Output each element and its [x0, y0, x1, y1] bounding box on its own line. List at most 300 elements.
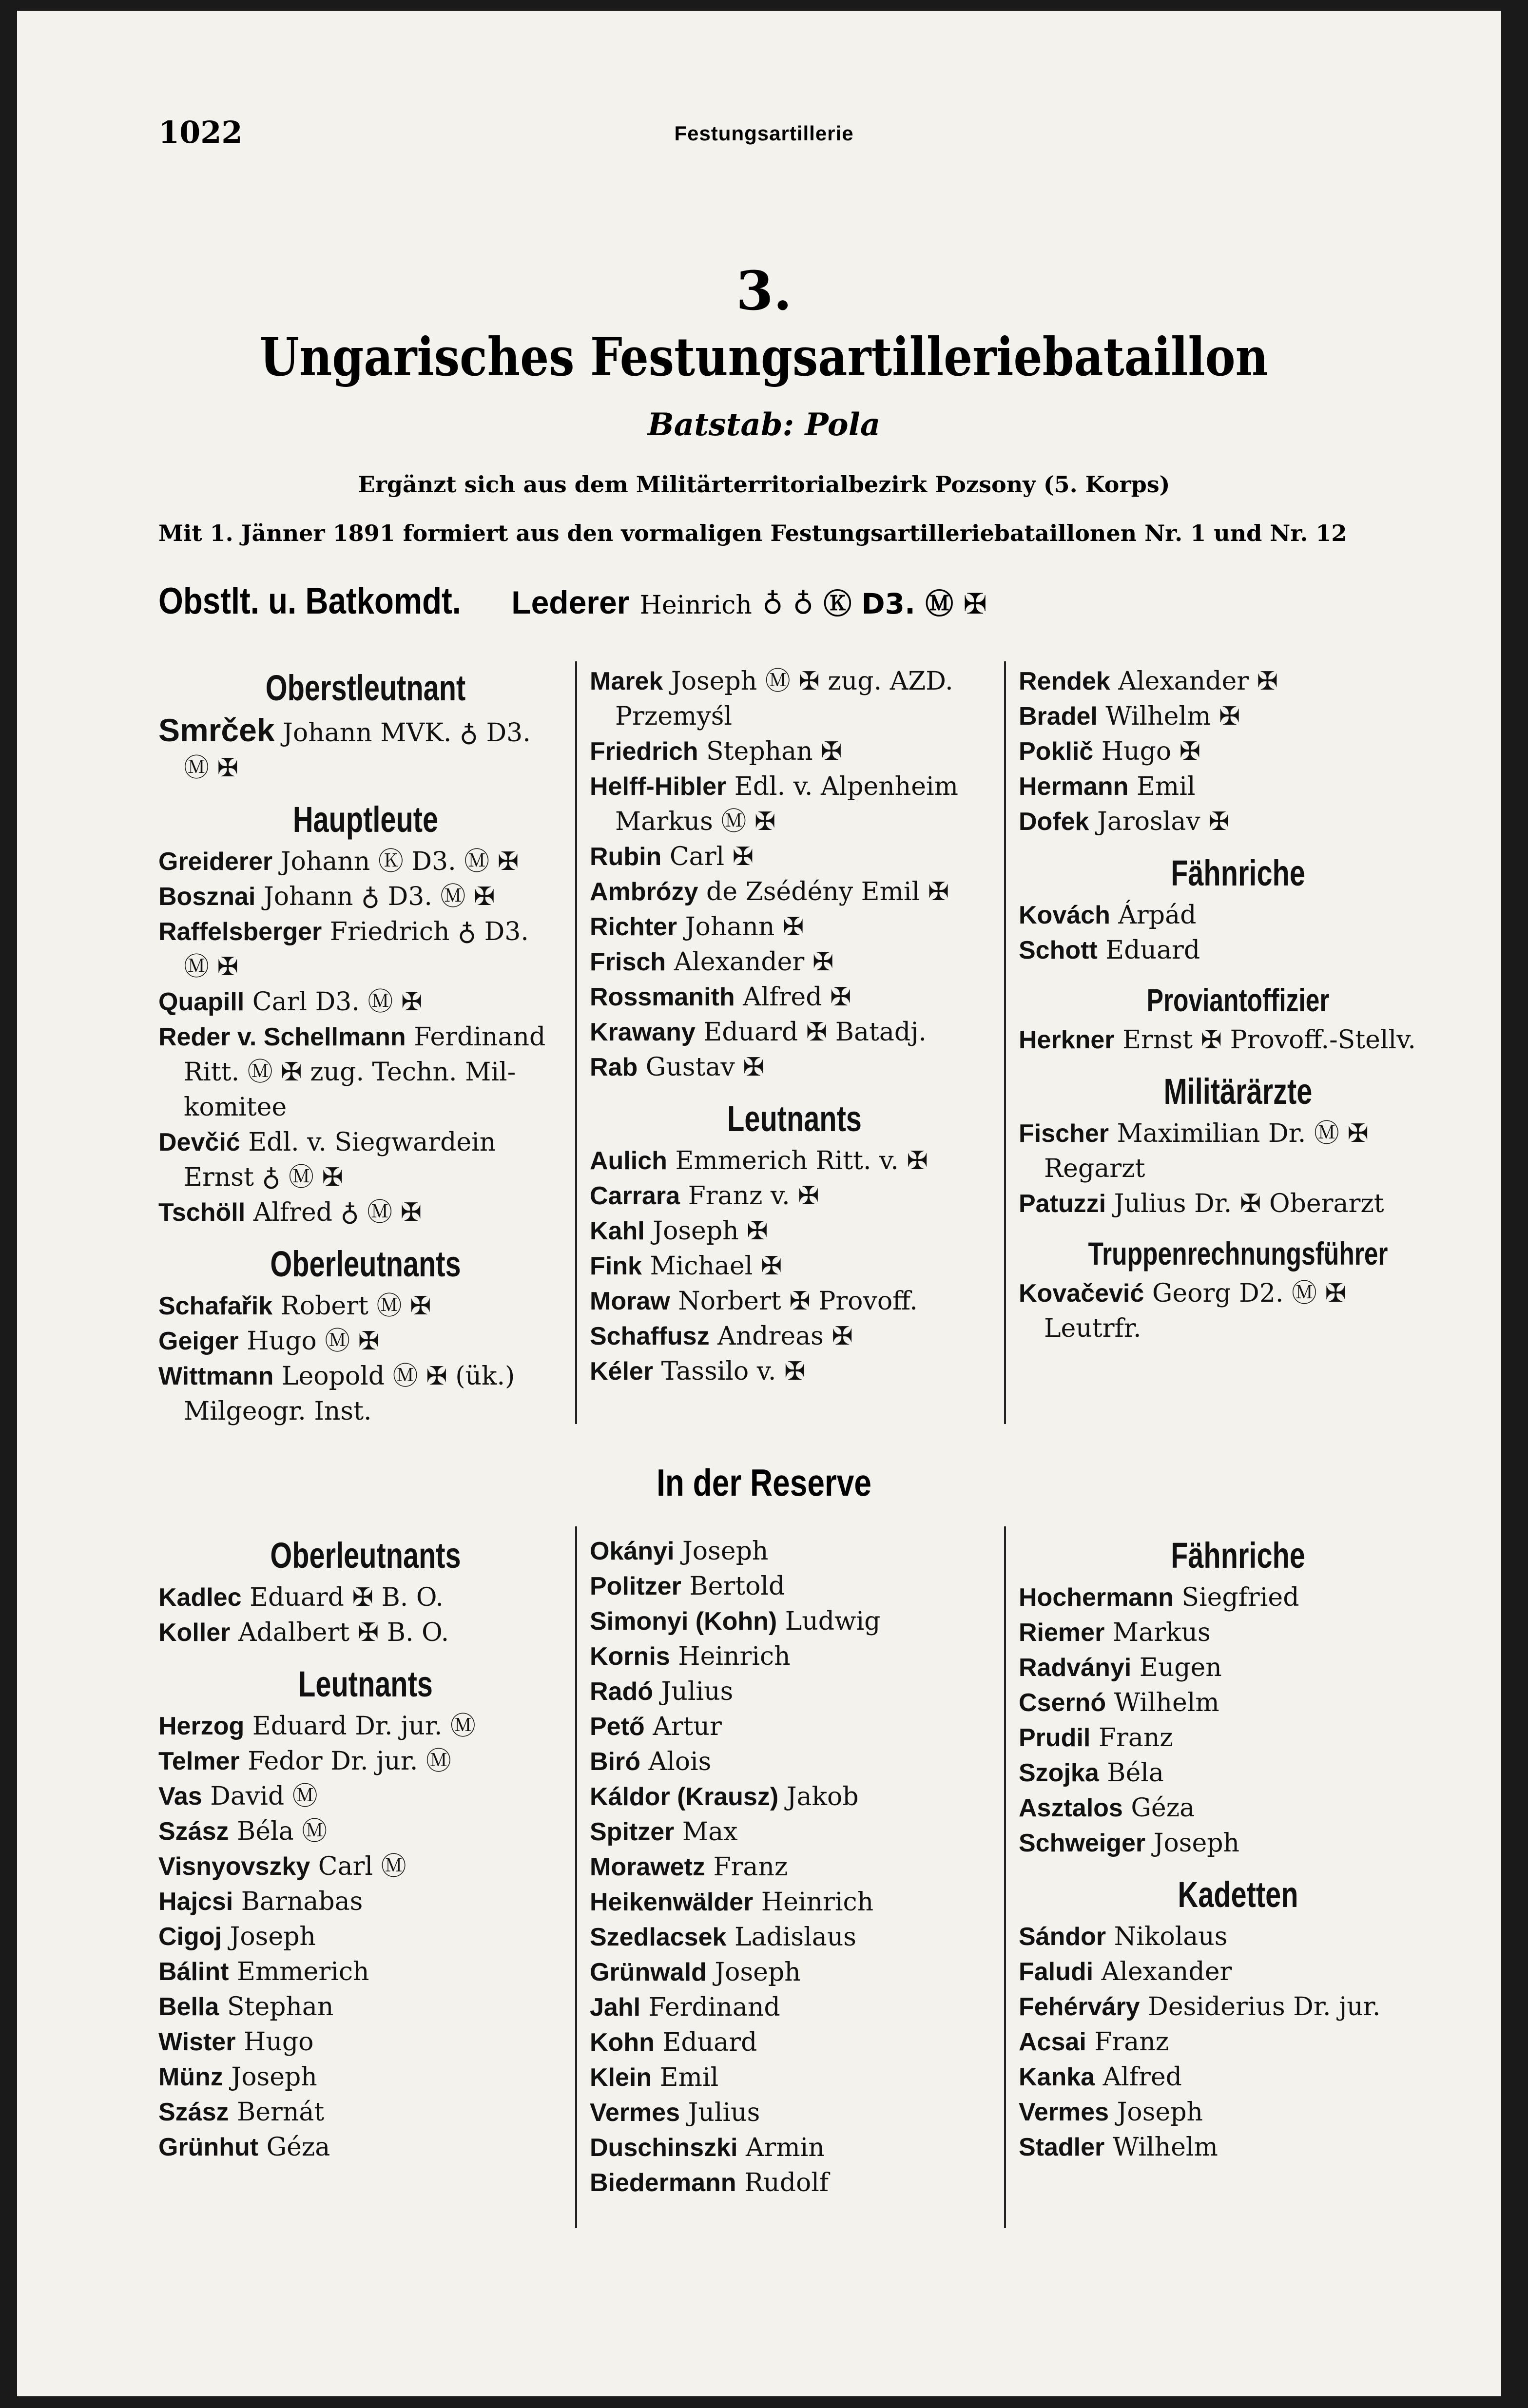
- entry-details: Emil: [1136, 772, 1196, 801]
- commander-given: Heinrich: [639, 591, 752, 620]
- personnel-entry: [1019, 933, 1457, 968]
- entry-details: Ritt. Ⓜ ✠ zug. Techn. Mil-: [184, 1058, 516, 1087]
- column-divider: [575, 661, 577, 1424]
- entry-details: Bertold: [689, 1572, 785, 1601]
- entry-details: Michael ✠: [650, 1252, 782, 1281]
- personnel-entry: [158, 1989, 573, 2024]
- entry-details: Julius: [688, 2098, 760, 2127]
- entry-details: Hugo: [244, 2027, 314, 2057]
- surname: Smrček: [158, 712, 275, 748]
- entry-details: Fedor Dr. jur. Ⓜ: [248, 1747, 451, 1776]
- personnel-entry: [158, 914, 573, 949]
- entry-details: Emmerich: [236, 1957, 369, 1986]
- surname: Richter: [590, 913, 677, 941]
- entry-details: Siegfried: [1181, 1583, 1299, 1612]
- entry-details: Ludwig: [785, 1607, 881, 1636]
- surname: Fink: [590, 1252, 642, 1280]
- entry-details: Géza: [266, 2133, 330, 2162]
- surname: Rossmanith: [590, 983, 735, 1011]
- surname: Duschinszki: [590, 2134, 738, 2162]
- entry-details: Rudolf: [744, 2168, 829, 2197]
- personnel-entry: [590, 1814, 999, 1849]
- entry-details: Emil: [659, 2063, 719, 2092]
- entry-details: Carl Ⓜ: [318, 1852, 406, 1881]
- personnel-entry: [158, 879, 573, 914]
- surname: Krawany: [590, 1018, 696, 1046]
- surname: Wittmann: [158, 1362, 274, 1390]
- personnel-entry: [1019, 1615, 1457, 1650]
- entry-details: Géza: [1131, 1793, 1195, 1823]
- entry-details: Artur: [653, 1712, 722, 1741]
- surname: Patuzzi: [1019, 1190, 1106, 1218]
- entry-details: Joseph: [1153, 1829, 1240, 1858]
- surname: Asztalos: [1019, 1794, 1123, 1822]
- personnel-entry: [158, 2024, 573, 2060]
- personnel-entry: [1019, 664, 1457, 699]
- section-heading: Leutnants: [298, 1664, 433, 1704]
- entry-continuation: [1019, 1151, 1457, 1186]
- surname: Kovačević: [1019, 1279, 1144, 1308]
- entry-continuation: [158, 1090, 573, 1125]
- surname: Pető: [590, 1713, 645, 1741]
- surname: Herzog: [158, 1712, 245, 1740]
- surname: Rendek: [1019, 667, 1110, 695]
- personnel-entry: [1019, 1685, 1457, 1720]
- entry-details: Johann ♁ D3. Ⓜ ✠: [263, 882, 495, 911]
- page-number: 1022: [158, 115, 243, 150]
- personnel-entry: [590, 2025, 999, 2060]
- entry-details: Julius Dr. ✠ Oberarzt: [1114, 1189, 1384, 1218]
- surname: Szász: [158, 1817, 229, 1846]
- surname: Vermes: [590, 2099, 680, 2127]
- personnel-entry: [590, 1534, 999, 1569]
- surname: Biró: [590, 1748, 640, 1776]
- surname: Poklič: [1019, 737, 1094, 766]
- entry-details: Edl. v. Alpenheim: [734, 772, 958, 801]
- entry-details: Ernst ✠ Provoff.-Stellv.: [1122, 1025, 1416, 1055]
- entry-details: Franz: [1094, 2027, 1169, 2057]
- surname: Moraw: [590, 1287, 670, 1315]
- personnel-entry: [590, 1015, 999, 1050]
- personnel-entry: [590, 944, 999, 980]
- section-number: 3.: [736, 259, 792, 322]
- personnel-entry: [590, 1744, 999, 1779]
- surname: Bradel: [1019, 702, 1098, 731]
- surname: Münz: [158, 2063, 223, 2091]
- personnel-entry: [590, 734, 999, 769]
- entry-details: Franz: [713, 1852, 788, 1882]
- entry-continuation: [158, 1394, 573, 1429]
- personnel-entry: [590, 980, 999, 1015]
- personnel-entry: [1019, 1755, 1457, 1791]
- surname: Csernó: [1019, 1689, 1106, 1717]
- page-title: Ungarisches Festungsartilleriebataillon: [259, 327, 1269, 388]
- entry-details: Joseph: [230, 1922, 316, 1951]
- surname: Prudil: [1019, 1724, 1091, 1752]
- personnel-entry: [158, 2060, 573, 2095]
- personnel-entry: [1019, 734, 1457, 769]
- personnel-entry: [158, 2130, 573, 2165]
- surname: Wister: [158, 2028, 236, 2056]
- surname: Telmer: [158, 1747, 240, 1775]
- surname: Heikenwälder: [590, 1888, 754, 1916]
- personnel-entry: [590, 1849, 999, 1885]
- personnel-entry: [590, 1674, 999, 1709]
- commander-line: [158, 580, 987, 622]
- personnel-entry: [1019, 1826, 1457, 1861]
- entry-details: komitee: [184, 1093, 287, 1122]
- entry-details: Wilhelm: [1112, 2133, 1218, 2162]
- surname: Rab: [590, 1053, 638, 1081]
- personnel-entry: [158, 1195, 573, 1230]
- surname: Káldor (Krausz): [590, 1783, 779, 1811]
- entry-details: Przemyśl: [615, 702, 733, 731]
- personnel-entry: [590, 1319, 999, 1354]
- entry-details: Norbert ✠ Provoff.: [678, 1287, 918, 1316]
- entry-details: Franz: [1098, 1723, 1173, 1753]
- personnel-entry: [590, 1885, 999, 1920]
- entry-details: Markus: [1112, 1618, 1211, 1647]
- personnel-entry: [158, 1954, 573, 1989]
- personnel-entry: [590, 1639, 999, 1674]
- entry-details: Jakob: [786, 1782, 859, 1811]
- entry-details: Eduard: [1105, 936, 1200, 965]
- surname: Devčić: [158, 1128, 240, 1156]
- personnel-entry: [590, 2095, 999, 2130]
- surname: Acsai: [1019, 2028, 1086, 2056]
- personnel-entry: [1019, 1580, 1457, 1615]
- entry-details: Eugen: [1139, 1653, 1222, 1682]
- surname: Jahl: [590, 1993, 641, 2022]
- entry-continuation: [590, 699, 999, 734]
- surname: Rubin: [590, 843, 662, 871]
- entry-details: Robert Ⓜ ✠: [280, 1291, 431, 1321]
- surname: Vas: [158, 1782, 202, 1811]
- personnel-entry: [590, 909, 999, 944]
- personnel-entry: [590, 1178, 999, 1214]
- entry-details: Joseph: [682, 1537, 769, 1566]
- surname: Stadler: [1019, 2133, 1105, 2161]
- surname: Marek: [590, 667, 663, 695]
- personnel-entry: [590, 1354, 999, 1389]
- entry-details: Ⓜ ✠: [184, 753, 239, 783]
- active-column-2: [590, 664, 999, 1389]
- entry-details: Ferdinand: [414, 1022, 546, 1052]
- surname: Klein: [590, 2063, 652, 2092]
- surname: Bálint: [158, 1958, 229, 1986]
- personnel-entry: [1019, 1989, 1457, 2024]
- entry-details: Heinrich: [678, 1642, 791, 1671]
- reserve-column-3: [1019, 1522, 1457, 2165]
- personnel-entry: [1019, 1791, 1457, 1826]
- surname: Simonyi (Kohn): [590, 1607, 777, 1636]
- entry-details: Alfred ♁ Ⓜ ✠: [253, 1198, 422, 1227]
- entry-details: Johann Ⓚ D3. Ⓜ ✠: [280, 847, 519, 876]
- entry-details: Carl ✠: [669, 842, 754, 871]
- surname: Radó: [590, 1677, 653, 1706]
- entry-continuation: [590, 804, 999, 839]
- personnel-entry: [590, 839, 999, 874]
- surname: Schafařik: [158, 1292, 273, 1320]
- entry-details: Johann MVK. ♁ D3.: [283, 718, 531, 748]
- surname: Hochermann: [1019, 1583, 1174, 1612]
- entry-details: Leutrfr.: [1044, 1314, 1141, 1343]
- section-heading: Kadetten: [1178, 1874, 1298, 1915]
- entry-details: Franz v. ✠: [688, 1181, 819, 1211]
- personnel-entry: [158, 713, 573, 751]
- surname: Friedrich: [590, 737, 698, 766]
- entry-details: Joseph ✠: [653, 1216, 768, 1246]
- personnel-entry: [590, 1284, 999, 1319]
- entry-details: Desiderius Dr. jur.: [1148, 1992, 1381, 2022]
- personnel-entry: [1019, 699, 1457, 734]
- entry-details: Eduard: [662, 2028, 757, 2057]
- personnel-entry: [158, 1359, 573, 1394]
- entry-details: Alfred: [1102, 2062, 1182, 2092]
- entry-details: Joseph Ⓜ ✠ zug. AZD.: [671, 667, 953, 696]
- entry-details: Stephan: [227, 1992, 334, 2022]
- complement-note: Ergänzt sich aus dem Militärterritorialbezirk Pozsony (5. Korps): [358, 471, 1170, 498]
- entry-details: Max: [682, 1817, 738, 1847]
- personnel-entry: [590, 1050, 999, 1085]
- commander-surname: Lederer: [511, 584, 630, 620]
- personnel-entry: [1019, 2024, 1457, 2060]
- personnel-entry: [158, 1919, 573, 1954]
- surname: Fehérváry: [1019, 1993, 1140, 2021]
- surname: Szász: [158, 2098, 229, 2126]
- entry-details: Árpád: [1118, 901, 1197, 930]
- entry-details: Friedrich ♁ D3.: [329, 917, 529, 946]
- entry-details: Emmerich Ritt. v. ✠: [675, 1146, 928, 1175]
- surname: Faludi: [1019, 1958, 1094, 1986]
- surname: Grünhut: [158, 2133, 259, 2161]
- entry-details: Alexander: [1101, 1957, 1232, 1986]
- column-divider: [1004, 661, 1006, 1424]
- personnel-entry: [590, 664, 999, 699]
- surname: Greiderer: [158, 848, 273, 876]
- surname: Schott: [1019, 936, 1098, 964]
- surname: Biedermann: [590, 2169, 736, 2197]
- surname: Bella: [158, 1993, 219, 2021]
- entry-details: Leopold Ⓜ ✠ (ük.): [281, 1362, 515, 1391]
- personnel-entry: [1019, 804, 1457, 839]
- surname: Kadlec: [158, 1583, 242, 1612]
- column-divider: [575, 1526, 577, 2228]
- entry-details: Andreas ✠: [717, 1322, 853, 1351]
- commander-decorations: ♁ ♁ Ⓚ D3. Ⓜ ✠: [762, 587, 987, 620]
- personnel-entry: [1019, 1954, 1457, 1989]
- section-heading: Leutnants: [727, 1098, 862, 1139]
- personnel-entry: [590, 2165, 999, 2200]
- surname: Kéler: [590, 1357, 654, 1386]
- personnel-entry: [590, 1990, 999, 2025]
- column-divider: [1004, 1526, 1006, 2228]
- surname: Kornis: [590, 1642, 670, 1671]
- personnel-entry: [1019, 2130, 1457, 2165]
- entry-details: Wilhelm ✠: [1105, 702, 1240, 731]
- section-heading: Hauptleute: [292, 799, 439, 840]
- personnel-entry: [1019, 1720, 1457, 1755]
- personnel-entry: [158, 1884, 573, 1919]
- surname: Helff-Hibler: [590, 772, 727, 801]
- surname: Szedlacsek: [590, 1923, 727, 1951]
- personnel-entry: [158, 1580, 573, 1615]
- personnel-entry: [158, 844, 573, 879]
- surname: Okányi: [590, 1537, 675, 1565]
- running-head: Festungsartillerie: [674, 122, 854, 145]
- entry-details: Wilhelm: [1114, 1688, 1219, 1717]
- entry-continuation: [158, 1055, 573, 1090]
- surname: Bosznai: [158, 883, 256, 911]
- personnel-entry: [158, 1324, 573, 1359]
- surname: Hajcsi: [158, 1888, 233, 1916]
- entry-details: Alexander ✠: [674, 947, 834, 977]
- surname: Herkner: [1019, 1026, 1115, 1054]
- personnel-entry: [158, 984, 573, 1020]
- entry-details: Julius: [661, 1677, 734, 1706]
- surname: Frisch: [590, 948, 666, 976]
- entry-details: Johann ✠: [685, 912, 804, 942]
- personnel-entry: [1019, 1022, 1457, 1058]
- staff-location: Batstab: Pola: [647, 406, 881, 443]
- entry-continuation: [158, 949, 573, 984]
- entry-details: Bernát: [237, 2098, 325, 2127]
- surname: Schweiger: [1019, 1829, 1146, 1857]
- entry-details: Georg D2. Ⓜ ✠: [1152, 1279, 1347, 1308]
- entry-details: Alfred ✠: [743, 982, 851, 1012]
- entry-details: Ladislaus: [734, 1923, 856, 1952]
- surname: Schaffusz: [590, 1322, 710, 1350]
- active-column-1: [158, 654, 573, 1429]
- entry-details: Alexander ✠: [1118, 667, 1278, 696]
- surname: Radványi: [1019, 1654, 1132, 1682]
- personnel-entry: [590, 1214, 999, 1249]
- entry-continuation: [158, 751, 573, 786]
- surname: Aulich: [590, 1147, 667, 1175]
- surname: Kovách: [1019, 901, 1110, 929]
- reserve-heading: In der Reserve: [657, 1461, 871, 1504]
- entry-details: Eduard Dr. jur. Ⓜ: [252, 1712, 476, 1741]
- personnel-entry: [590, 1955, 999, 1990]
- entry-details: Barnabas: [241, 1887, 363, 1916]
- surname: Szojka: [1019, 1759, 1099, 1787]
- personnel-entry: [158, 1020, 573, 1055]
- entry-details: Stephan ✠: [706, 737, 842, 766]
- personnel-entry: [158, 1744, 573, 1779]
- personnel-entry: [1019, 1650, 1457, 1685]
- entry-continuation: [1019, 1311, 1457, 1346]
- section-heading: Oberstleutnant: [265, 668, 466, 708]
- entry-details: Milgeogr. Inst.: [184, 1397, 372, 1426]
- personnel-entry: [158, 1779, 573, 1814]
- entry-details: Tassilo v. ✠: [661, 1357, 806, 1386]
- surname: Politzer: [590, 1572, 681, 1600]
- personnel-entry: [590, 2060, 999, 2095]
- reserve-column-1: [158, 1522, 573, 2165]
- entry-details: Joseph: [231, 2062, 317, 2092]
- surname: Visnyovszky: [158, 1852, 310, 1881]
- entry-details: Ⓜ ✠: [184, 952, 239, 982]
- personnel-entry: [590, 2130, 999, 2165]
- surname: Kohn: [590, 2028, 655, 2057]
- personnel-entry: [158, 1289, 573, 1324]
- entry-details: Joseph: [1117, 2098, 1203, 2127]
- surname: Fischer: [1019, 1119, 1109, 1148]
- entry-details: Eduard ✠ B. O.: [250, 1583, 444, 1612]
- entry-details: Edl. v. Siegwardein: [248, 1128, 496, 1157]
- entry-details: Hugo Ⓜ ✠: [247, 1327, 380, 1356]
- surname: Quapill: [158, 988, 245, 1016]
- personnel-entry: [158, 1615, 573, 1650]
- personnel-entry: [1019, 1116, 1457, 1151]
- entry-details: Eduard ✠ Batadj.: [703, 1018, 927, 1047]
- entry-details: Carl D3. Ⓜ ✠: [252, 987, 423, 1017]
- entry-details: Adalbert ✠ B. O.: [238, 1618, 449, 1647]
- surname: Raffelsberger: [158, 918, 322, 946]
- surname: Hermann: [1019, 772, 1129, 801]
- entry-details: Béla: [1107, 1758, 1164, 1788]
- section-heading: Militärärzte: [1163, 1071, 1313, 1112]
- entry-details: Heinrich: [761, 1888, 874, 1917]
- personnel-entry: [590, 874, 999, 909]
- entry-details: Maximilian Dr. Ⓜ ✠: [1117, 1119, 1369, 1148]
- surname: Vermes: [1019, 2098, 1109, 2126]
- personnel-entry: [590, 1604, 999, 1639]
- entry-details: Jaroslav ✠: [1097, 807, 1230, 836]
- personnel-entry: [590, 1249, 999, 1284]
- entry-details: de Zsédény Emil ✠: [706, 877, 949, 906]
- entry-details: Hugo ✠: [1101, 737, 1201, 766]
- surname: Carrara: [590, 1182, 680, 1210]
- entry-details: Armin: [745, 2133, 825, 2162]
- surname: Ambrózy: [590, 878, 698, 906]
- personnel-entry: [1019, 769, 1457, 804]
- surname: Tschöll: [158, 1198, 246, 1227]
- reserve-column-2: [590, 1534, 999, 2200]
- personnel-entry: [590, 1709, 999, 1744]
- section-heading: Proviantoffizier: [1146, 982, 1330, 1018]
- personnel-entry: [158, 1125, 573, 1160]
- surname: Spitzer: [590, 1818, 675, 1846]
- entry-continuation: [158, 1160, 573, 1195]
- personnel-entry: [158, 2095, 573, 2130]
- section-heading: Fähnriche: [1171, 853, 1305, 893]
- personnel-entry: [1019, 898, 1457, 933]
- personnel-entry: [590, 1569, 999, 1604]
- section-heading: Truppenrechnungsführer: [1088, 1235, 1388, 1271]
- document-page: [17, 11, 1501, 2396]
- personnel-entry: [1019, 1186, 1457, 1221]
- personnel-entry: [590, 1920, 999, 1955]
- entry-details: Ernst ♁ Ⓜ ✠: [184, 1163, 344, 1192]
- personnel-entry: [158, 1849, 573, 1884]
- entry-details: Alois: [648, 1747, 712, 1776]
- personnel-entry: [590, 1143, 999, 1178]
- surname: Grünwald: [590, 1958, 707, 1986]
- entry-details: David Ⓜ: [210, 1782, 318, 1811]
- entry-details: Regarzt: [1044, 1154, 1145, 1183]
- surname: Cigoj: [158, 1923, 222, 1951]
- personnel-entry: [1019, 2095, 1457, 2130]
- entry-details: Markus Ⓜ ✠: [615, 807, 776, 836]
- entry-details: Nikolaus: [1114, 1922, 1228, 1951]
- entry-details: Béla Ⓜ: [237, 1817, 328, 1846]
- formation-note: Mit 1. Jänner 1891 formiert aus den vormaligen Festungsartilleriebataillonen Nr. 1 und Nr. 12: [158, 520, 1347, 546]
- surname: Koller: [158, 1618, 231, 1647]
- surname: Reder v. Schellmann: [158, 1023, 406, 1051]
- surname: Morawetz: [590, 1853, 705, 1881]
- surname: Kahl: [590, 1217, 645, 1245]
